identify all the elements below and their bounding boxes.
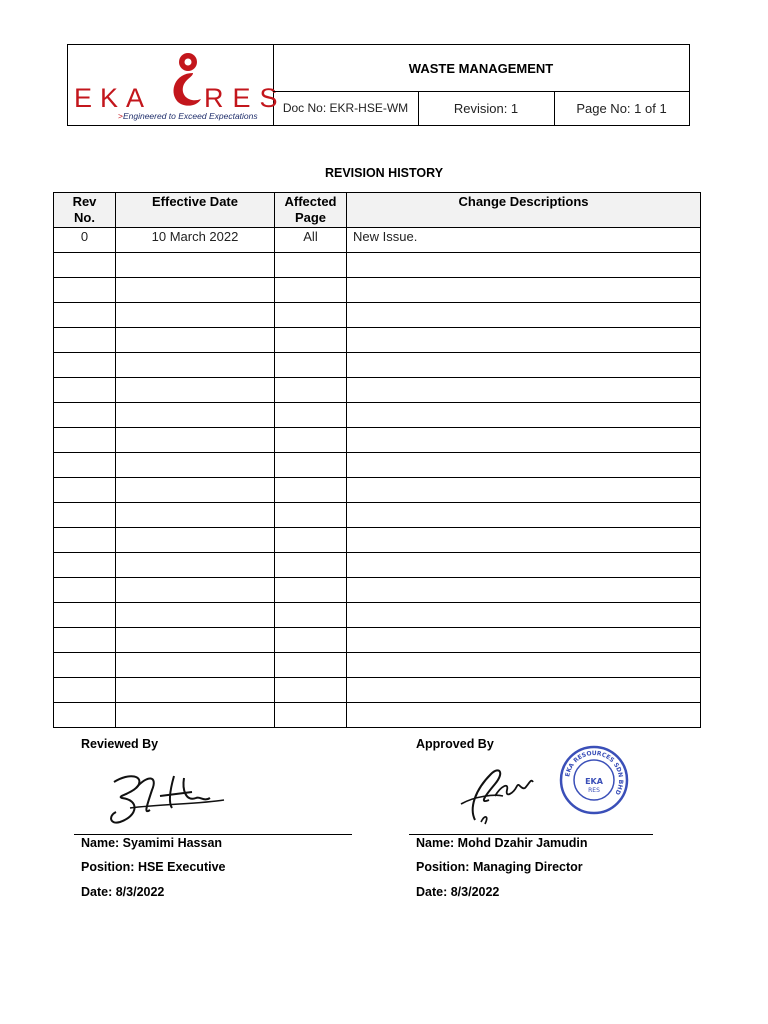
cell-change-description <box>347 503 701 528</box>
svg-text:RES: RES <box>588 787 600 794</box>
table-row <box>54 603 701 628</box>
logo-tagline: >Engineered to Exceed Expectations <box>118 111 258 121</box>
cell-affected-page <box>275 353 347 378</box>
table-row <box>54 278 701 303</box>
document-title: WASTE MANAGEMENT <box>273 45 689 92</box>
cell-rev-no <box>54 278 116 303</box>
cell-change-description <box>347 678 701 703</box>
cell-rev-no <box>54 453 116 478</box>
col-header-change-descriptions: Change Descriptions <box>347 193 701 228</box>
table-row <box>54 628 701 653</box>
cell-change-description <box>347 478 701 503</box>
logo-text-left: EKA <box>74 83 153 113</box>
cell-effective-date <box>116 578 275 603</box>
cell-affected-page <box>275 553 347 578</box>
cell-change-description <box>347 578 701 603</box>
cell-effective-date <box>116 703 275 728</box>
cell-effective-date <box>116 353 275 378</box>
cell-affected-page <box>275 703 347 728</box>
cell-affected-page <box>275 503 347 528</box>
cell-effective-date <box>116 678 275 703</box>
page-number: Page No: 1 of 1 <box>576 100 667 116</box>
cell-affected-page <box>275 628 347 653</box>
reviewed-by-label: Reviewed By <box>81 737 159 751</box>
reviewer-signature <box>100 768 230 828</box>
company-logo <box>68 45 287 125</box>
logo-swirl-icon <box>167 51 203 109</box>
cell-rev-no <box>54 478 116 503</box>
cell-rev-no <box>54 328 116 353</box>
svg-text:EKA: EKA <box>585 777 603 786</box>
table-row <box>54 453 701 478</box>
cell-rev-no <box>54 303 116 328</box>
reviewer-date: Date: 8/3/2022 <box>81 885 165 899</box>
cell-change-description <box>347 528 701 553</box>
cell-rev-no <box>54 628 116 653</box>
cell-rev-no <box>54 603 116 628</box>
table-row <box>54 228 701 253</box>
cell-effective-date: 10 March 2022 <box>116 228 275 253</box>
cell-rev-no: 0 <box>54 228 116 253</box>
cell-rev-no <box>54 578 116 603</box>
cell-effective-date <box>116 528 275 553</box>
revision-history-table <box>53 192 701 728</box>
cell-effective-date <box>116 253 275 278</box>
approver-signature-line <box>409 834 653 835</box>
document-header <box>67 44 690 126</box>
cell-effective-date <box>116 403 275 428</box>
cell-effective-date <box>116 303 275 328</box>
cell-rev-no <box>54 703 116 728</box>
table-row <box>54 253 701 278</box>
table-row <box>54 528 701 553</box>
cell-rev-no <box>54 553 116 578</box>
doc-number: Doc No: EKR-HSE-WM <box>273 91 419 125</box>
approver-name: Name: Mohd Dzahir Jamudin <box>416 836 588 850</box>
cell-affected-page: All <box>275 228 347 253</box>
cell-change-description <box>347 353 701 378</box>
cell-rev-no <box>54 253 116 278</box>
cell-rev-no <box>54 353 116 378</box>
cell-rev-no <box>54 378 116 403</box>
cell-rev-no <box>54 403 116 428</box>
cell-effective-date <box>116 603 275 628</box>
cell-effective-date <box>116 553 275 578</box>
cell-affected-page <box>275 478 347 503</box>
cell-effective-date <box>116 378 275 403</box>
cell-change-description <box>347 603 701 628</box>
cell-change-description <box>347 278 701 303</box>
cell-rev-no <box>54 428 116 453</box>
cell-change-description <box>347 253 701 278</box>
table-row <box>54 478 701 503</box>
cell-change-description <box>347 378 701 403</box>
revision-number: Revision: 1 <box>418 91 555 125</box>
cell-effective-date <box>116 503 275 528</box>
cell-change-description <box>347 653 701 678</box>
cell-rev-no <box>54 653 116 678</box>
table-header-row <box>54 193 701 228</box>
cell-change-description <box>347 303 701 328</box>
cell-affected-page <box>275 453 347 478</box>
cell-change-description <box>347 628 701 653</box>
cell-change-description <box>347 328 701 353</box>
company-stamp <box>559 745 629 815</box>
svg-text:EKA RESOURCES SDN BHD: EKA RESOURCES SDN BHD <box>564 749 625 796</box>
table-row <box>54 428 701 453</box>
approver-signature <box>455 760 545 828</box>
cell-change-description <box>347 428 701 453</box>
cell-effective-date <box>116 653 275 678</box>
table-row <box>54 303 701 328</box>
cell-affected-page <box>275 403 347 428</box>
cell-rev-no <box>54 528 116 553</box>
table-row <box>54 678 701 703</box>
cell-change-description: New Issue. <box>347 228 701 253</box>
approver-date: Date: 8/3/2022 <box>416 885 500 899</box>
table-row <box>54 403 701 428</box>
cell-change-description <box>347 403 701 428</box>
cell-affected-page <box>275 428 347 453</box>
table-row <box>54 703 701 728</box>
cell-change-description <box>347 453 701 478</box>
table-row <box>54 553 701 578</box>
col-header-affected-page: Affected Page <box>275 193 347 228</box>
cell-affected-page <box>275 378 347 403</box>
approver-position: Position: Managing Director <box>416 860 583 874</box>
cell-change-description <box>347 553 701 578</box>
cell-affected-page <box>275 303 347 328</box>
cell-affected-page <box>275 528 347 553</box>
logo-text-right: RES <box>204 83 287 113</box>
table-row <box>54 503 701 528</box>
table-row <box>54 328 701 353</box>
cell-change-description <box>347 703 701 728</box>
cell-affected-page <box>275 278 347 303</box>
cell-rev-no <box>54 503 116 528</box>
table-row <box>54 353 701 378</box>
table-row <box>54 378 701 403</box>
cell-effective-date <box>116 453 275 478</box>
reviewer-signature-line <box>74 834 352 835</box>
cell-affected-page <box>275 653 347 678</box>
table-row <box>54 578 701 603</box>
cell-rev-no <box>54 678 116 703</box>
cell-effective-date <box>116 328 275 353</box>
reviewer-name: Name: Syamimi Hassan <box>81 836 223 850</box>
approved-by-label: Approved By <box>416 737 494 751</box>
cell-affected-page <box>275 603 347 628</box>
cell-effective-date <box>116 628 275 653</box>
cell-affected-page <box>275 678 347 703</box>
reviewer-position: Position: HSE Executive <box>81 860 226 874</box>
cell-effective-date <box>116 428 275 453</box>
cell-effective-date <box>116 478 275 503</box>
cell-effective-date <box>116 278 275 303</box>
revision-history-title: REVISION HISTORY <box>324 166 444 180</box>
col-header-effective-date: Effective Date <box>116 193 275 228</box>
col-header-rev-no: Rev No. <box>54 193 116 228</box>
cell-affected-page <box>275 578 347 603</box>
cell-affected-page <box>275 253 347 278</box>
table-row <box>54 653 701 678</box>
cell-affected-page <box>275 328 347 353</box>
